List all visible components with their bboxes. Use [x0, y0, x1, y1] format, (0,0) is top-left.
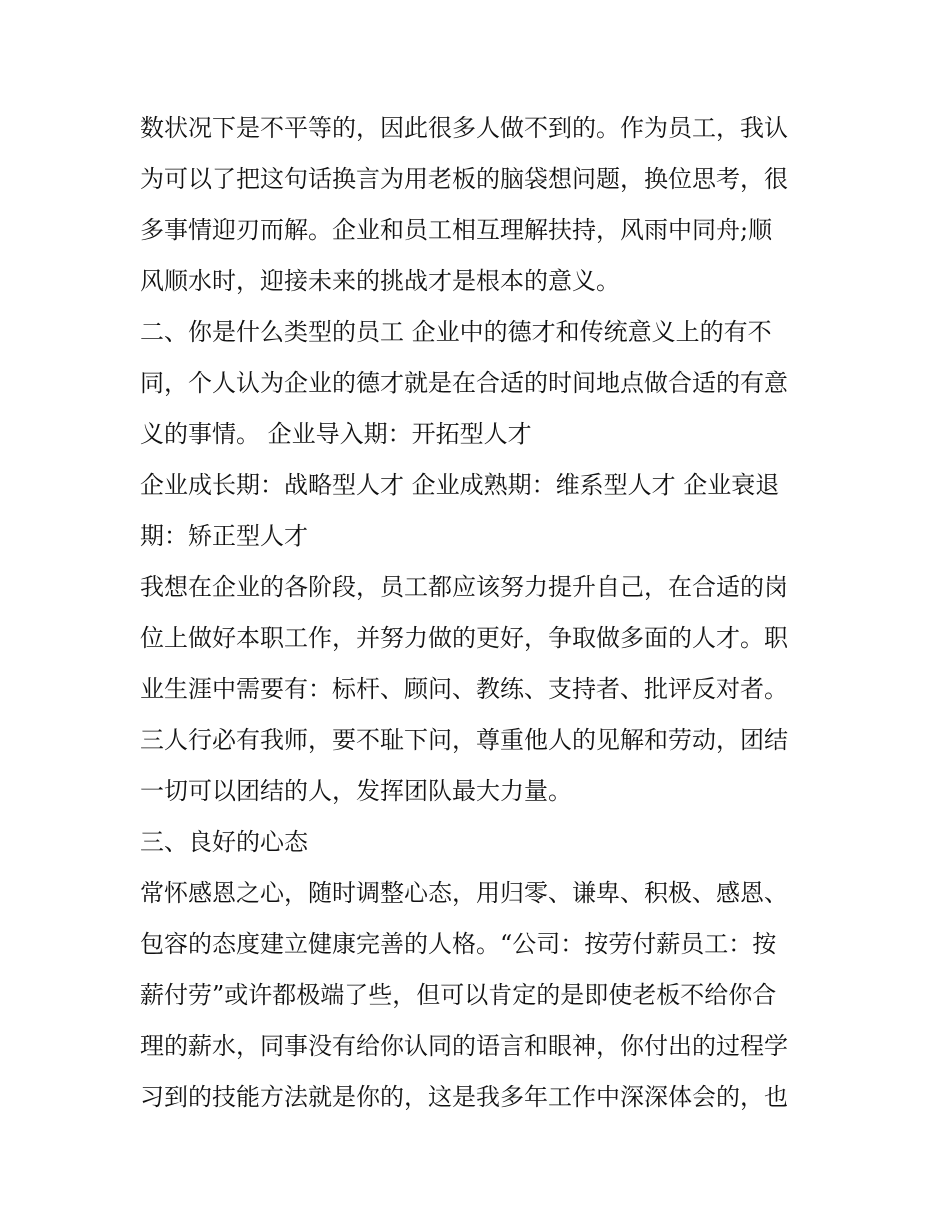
text-line: 位上做好本职工作，并努力做的更好，争取做多面的人才。职 [140, 624, 788, 652]
text-line: 同，个人认为企业的德才就是在合适的时间地点做合适的有意 [140, 369, 788, 397]
text-line: 数状况下是不平等的，因此很多人做不到的。作为员工，我认 [140, 114, 788, 142]
section-heading-3: 三、良好的心态 [140, 828, 308, 856]
text-line: 包容的态度建立健康完善的人格。“公司：按劳付薪员工：按 [140, 930, 777, 958]
document-body [140, 103, 830, 1123]
text-line: 业生涯中需要有：标杆、顾问、教练、支持者、批评反对者。 [140, 675, 788, 703]
section-heading-2: 二、你是什么类型的员工 企业中的德才和传统意义上的有不 [140, 318, 772, 346]
text-line: 为可以了把这句话换言为用老板的脑袋想问题，换位思考，很 [140, 165, 788, 193]
text-line: 多事情迎刃而解。企业和员工相互理解扶持，风雨中同舟;顺 [140, 216, 773, 244]
text-line: 风顺水时，迎接未来的挑战才是根本的意义。 [140, 267, 620, 295]
text-line: 薪付劳”或许都极端了些，但可以肯定的是即使老板不给你合 [140, 981, 777, 1009]
text-line: 我想在企业的各阶段，员工都应该努力提升自己，在合适的岗 [140, 573, 788, 601]
text-line: 期：矫正型人才 [140, 522, 308, 550]
text-line: 常怀感恩之心，随时调整心态，用归零、谦卑、积极、感恩、 [140, 879, 788, 907]
text-line: 企业成长期：战略型人才 企业成熟期：维系型人才 企业衰退 [140, 471, 780, 499]
text-line: 习到的技能方法就是你的，这是我多年工作中深深体会的，也 [140, 1083, 788, 1111]
text-line: 三人行必有我师，要不耻下问，尊重他人的见解和劳动，团结 [140, 726, 788, 754]
text-line: 一切可以团结的人，发挥团队最大力量。 [140, 777, 572, 805]
text-line: 义的事情。 企业导入期：开拓型人才 [140, 420, 532, 448]
text-line: 理的薪水，同事没有给你认同的语言和眼神，你付出的过程学 [140, 1032, 788, 1060]
